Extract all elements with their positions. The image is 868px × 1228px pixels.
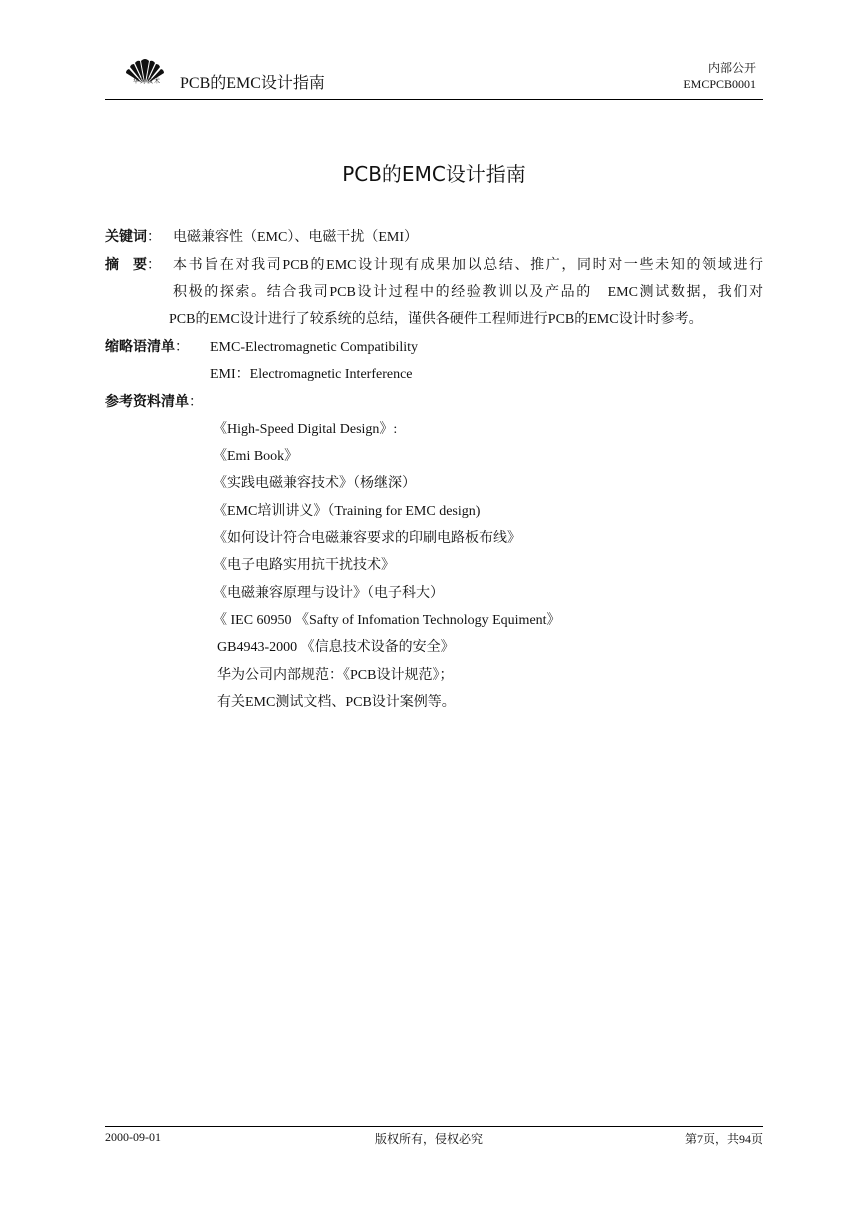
classification-label: 内部公开 (707, 61, 756, 75)
abbreviation-item: EMI：Electromagnetic Interference (210, 367, 413, 382)
abstract-line: 本书旨在对我司PCB的EMC设计现有成果加以总结、推广，同时对一些未知的领域进行 (173, 258, 763, 273)
abstract-separator: ： (147, 258, 161, 273)
header-title: PCB的EMC设计指南 (180, 75, 325, 92)
reference-item: GB4943-2000 《信息技术设备的安全》 (217, 640, 455, 655)
reference-item: 《Emi Book》 (213, 449, 299, 464)
keywords-row (105, 229, 161, 247)
abbreviations-separator: ： (175, 340, 189, 355)
references-label: 参考资料清单 (105, 395, 189, 410)
footer-page-number: 第7页，共94页 (684, 1132, 763, 1146)
reference-item: 有关EMC测试文档、PCB设计案例等。 (217, 695, 456, 710)
abbreviations-label: 缩略语清单 (105, 340, 175, 355)
document-title: PCB的EMC设计指南 (342, 162, 526, 186)
header-divider (105, 99, 763, 100)
abbreviations-row (105, 339, 189, 357)
abstract-line: PCB的EMC设计进行了较系统的总结，谨供各硬件工程师进行PCB的EMC设计时参考。 (169, 312, 703, 327)
reference-item: 《电磁兼容原理与设计》（电子科大） (213, 586, 444, 601)
footer-copyright: 版权所有，侵权必究 (375, 1132, 484, 1146)
footer-divider (105, 1126, 763, 1127)
abstract-line: 积极的探索。结合我司PCB设计过程中的经验教训以及产品的 EMC测试数据，我们对 (173, 285, 763, 300)
reference-item: 《如何设计符合电磁兼容要求的印刷电路板布线》 (213, 531, 521, 546)
keywords-separator: ： (147, 230, 161, 245)
references-separator: ： (189, 395, 203, 410)
document-code: EMCPCB0001 (683, 77, 756, 91)
abstract-row (105, 257, 161, 275)
references-row (105, 394, 203, 412)
logo-wordmark: 华为技术 (132, 78, 161, 85)
reference-item: 《电子电路实用抗干扰技术》 (213, 558, 395, 573)
footer-date: 2000-09-01 (105, 1130, 161, 1144)
reference-item: 《实践电磁兼容技术》（杨继深） (213, 476, 416, 491)
keywords-value: 电磁兼容性（EMC）、电磁干扰（EMI） (173, 230, 418, 245)
reference-item: 华为公司内部规范：《PCB设计规范》； (217, 668, 454, 683)
keywords-label: 关键词 (105, 230, 147, 245)
abstract-label: 摘 要 (105, 258, 147, 273)
header-info (683, 60, 756, 92)
reference-item: 《 IEC 60950 《Safty of Infomation Technology Equiment》 (213, 613, 561, 628)
abbreviation-item: EMC-Electromagnetic Compatibility (210, 340, 419, 355)
reference-item: 《EMC培训讲义》（Training for EMC design) (213, 504, 481, 519)
reference-item: 《High-Speed Digital Design》: (213, 422, 398, 437)
